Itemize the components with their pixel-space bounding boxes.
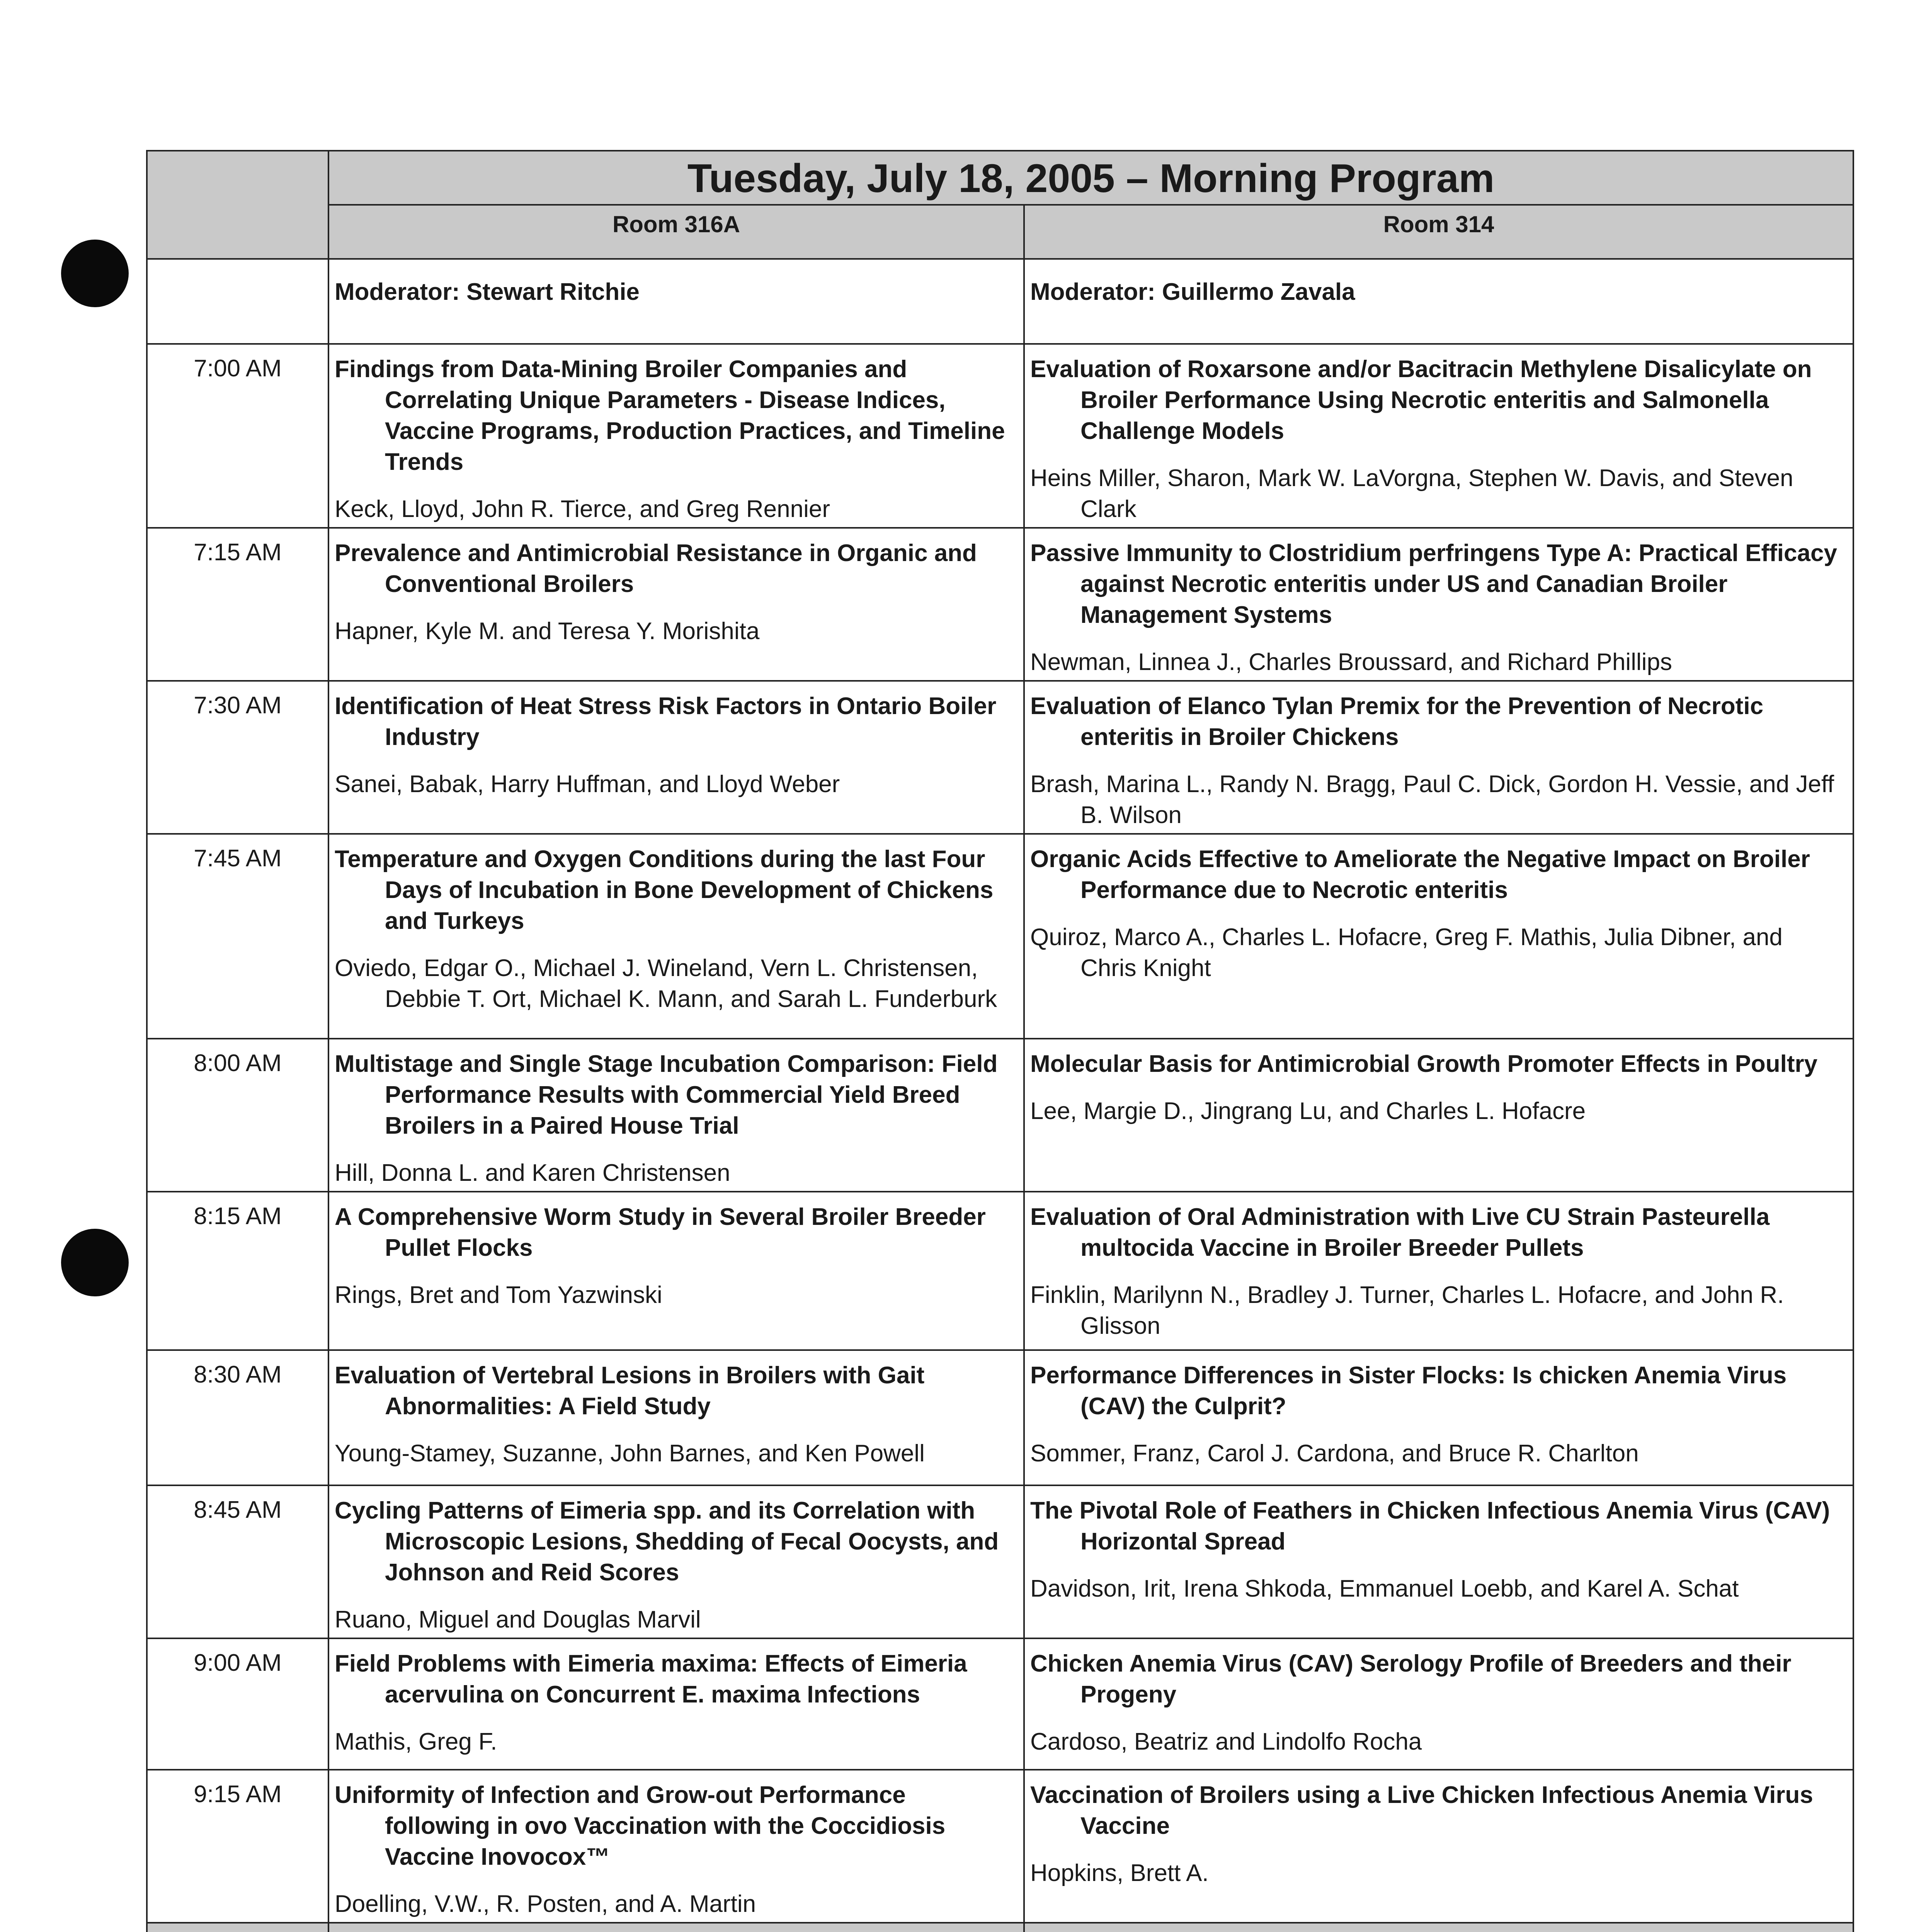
session-authors: Finklin, Marilynn N., Bradley J. Turner, Charles L. Hofacre, and John R. Glisson <box>1030 1282 1784 1339</box>
session-title: The Pivotal Role of Feathers in Chicken Infectious Anemia Virus (CAV) Horizontal Spread <box>1030 1497 1830 1555</box>
session-cell-left <box>328 681 1024 834</box>
session-time: 7:15 AM <box>147 528 328 681</box>
binder-hole-top <box>61 240 129 307</box>
session-cell-left <box>328 834 1024 1039</box>
session-authors: Hopkins, Brett A. <box>1030 1860 1209 1886</box>
session-cell-left <box>328 344 1024 528</box>
session-cell-right <box>1024 1485 1853 1638</box>
session-time: 8:00 AM <box>147 1039 328 1192</box>
session-title: Chicken Anemia Virus (CAV) Serology Profile of Breeders and their Progeny <box>1030 1650 1792 1708</box>
session-row <box>147 1770 1853 1923</box>
session-authors: Newman, Linnea J., Charles Broussard, and Richard Phillips <box>1030 649 1672 675</box>
session-cell-right <box>1024 834 1853 1039</box>
program-sheet <box>146 150 1854 1932</box>
session-time: 8:30 AM <box>147 1350 328 1485</box>
session-time: 8:45 AM <box>147 1485 328 1638</box>
session-title: Vaccination of Broilers using a Live Chicken Infectious Anemia Virus Vaccine <box>1030 1782 1813 1839</box>
session-authors: Mathis, Greg F. <box>335 1728 497 1755</box>
session-title: A Comprehensive Worm Study in Several Broiler Breeder Pullet Flocks <box>335 1204 986 1261</box>
session-authors: Ruano, Miguel and Douglas Marvil <box>335 1606 701 1633</box>
session-authors: Quiroz, Marco A., Charles L. Hofacre, Greg F. Mathis, Julia Dibner, and Chris Knight <box>1030 924 1783 981</box>
room-header-left: Room 316A <box>328 205 1024 259</box>
session-title: Temperature and Oxygen Conditions during the last Four Days of Incubation in Bone Development of Chickens and Turkeys <box>335 846 994 934</box>
moderator-left: Moderator: Stewart Ritchie <box>328 259 1024 344</box>
title-spacer <box>147 151 328 259</box>
moderator-time-spacer <box>147 259 328 344</box>
moderator-row <box>147 259 1853 344</box>
session-authors: Rings, Bret and Tom Yazwinski <box>335 1282 662 1308</box>
session-authors: Heins Miller, Sharon, Mark W. LaVorgna, Stephen W. Davis, and Steven Clark <box>1030 465 1793 522</box>
session-title: Cycling Patterns of Eimeria spp. and its Correlation with Microscopic Lesions, Shedding of Fecal Oocysts, and Johnson and Reid Scores <box>335 1497 999 1586</box>
break-time-spacer <box>147 1923 328 1932</box>
session-title: Multistage and Single Stage Incubation Comparison: Field Performance Results with Commercial Yield Breed Broilers in a Paired House Trial <box>335 1051 998 1139</box>
session-title: Evaluation of Vertebral Lesions in Broilers with Gait Abnormalities: A Field Study <box>335 1362 925 1420</box>
break-left <box>328 1923 1024 1932</box>
session-authors: Doelling, V.W., R. Posten, and A. Martin <box>335 1891 756 1917</box>
session-title: Evaluation of Elanco Tylan Premix for the Prevention of Necrotic enteritis in Broiler Chickens <box>1030 693 1764 750</box>
session-cell-right <box>1024 1638 1853 1770</box>
page-title: Tuesday, July 18, 2005 – Morning Program <box>328 151 1853 205</box>
session-cell-left <box>328 1485 1024 1638</box>
session-authors: Cardoso, Beatriz and Lindolfo Rocha <box>1030 1728 1422 1755</box>
session-cell-left <box>328 1770 1024 1923</box>
session-title: Evaluation of Roxarsone and/or Bacitracin Methylene Disalicylate on Broiler Performance Using Necrotic enteritis and Salmonella Challenge Models <box>1030 356 1812 444</box>
session-cell-left <box>328 528 1024 681</box>
session-authors: Sanei, Babak, Harry Huffman, and Lloyd Weber <box>335 771 840 798</box>
session-cell-left <box>328 1192 1024 1350</box>
room-header-row <box>147 205 1853 259</box>
session-row <box>147 1039 1853 1192</box>
schedule-table <box>146 150 1854 1932</box>
session-cell-right <box>1024 681 1853 834</box>
session-time: 9:15 AM <box>147 1770 328 1923</box>
session-title: Field Problems with Eimeria maxima: Effects of Eimeria acervulina on Concurrent E. maxima Infections <box>335 1650 967 1708</box>
session-title: Performance Differences in Sister Flocks: Is chicken Anemia Virus (CAV) the Culprit? <box>1030 1362 1787 1420</box>
session-title: Prevalence and Antimicrobial Resistance in Organic and Conventional Broilers <box>335 540 977 597</box>
session-cell-right <box>1024 344 1853 528</box>
session-cell-right <box>1024 1350 1853 1485</box>
session-row <box>147 681 1853 834</box>
session-title: Findings from Data-Mining Broiler Companies and Correlating Unique Parameters - Disease Indices, Vaccine Programs, Production Practices, and Timeline Trends <box>335 356 1005 475</box>
session-cell-left <box>328 1039 1024 1192</box>
session-time: 9:00 AM <box>147 1638 328 1770</box>
session-time: 8:15 AM <box>147 1192 328 1350</box>
room-header-right: Room 314 <box>1024 205 1853 259</box>
session-time: 7:00 AM <box>147 344 328 528</box>
break-right <box>1024 1923 1853 1932</box>
session-authors: Hill, Donna L. and Karen Christensen <box>335 1160 730 1186</box>
session-authors: Davidson, Irit, Irena Shkoda, Emmanuel Loebb, and Karel A. Schat <box>1030 1575 1739 1602</box>
break-row <box>147 1923 1853 1932</box>
session-cell-right <box>1024 528 1853 681</box>
session-row <box>147 344 1853 528</box>
moderator-right: Moderator: Guillermo Zavala <box>1024 259 1853 344</box>
session-authors: Sommer, Franz, Carol J. Cardona, and Bruce R. Charlton <box>1030 1440 1639 1467</box>
session-row <box>147 834 1853 1039</box>
session-row <box>147 1485 1853 1638</box>
session-time: 7:45 AM <box>147 834 328 1039</box>
session-title: Evaluation of Oral Administration with Live CU Strain Pasteurella multocida Vaccine in Broiler Breeder Pullets <box>1030 1204 1770 1261</box>
session-authors: Brash, Marina L., Randy N. Bragg, Paul C. Dick, Gordon H. Vessie, and Jeff B. Wilson <box>1030 771 1834 828</box>
session-cell-left <box>328 1350 1024 1485</box>
title-row <box>147 151 1853 205</box>
session-title: Uniformity of Infection and Grow-out Performance following in ovo Vaccination with the Coccidiosis Vaccine Inovocox™ <box>335 1782 946 1870</box>
session-row <box>147 528 1853 681</box>
binder-hole-middle <box>61 1229 129 1296</box>
session-authors: Young-Stamey, Suzanne, John Barnes, and Ken Powell <box>335 1440 925 1467</box>
session-row <box>147 1350 1853 1485</box>
session-title: Organic Acids Effective to Ameliorate the Negative Impact on Broiler Performance due to Necrotic enteritis <box>1030 846 1810 903</box>
session-authors: Lee, Margie D., Jingrang Lu, and Charles L. Hofacre <box>1030 1098 1586 1124</box>
session-time: 7:30 AM <box>147 681 328 834</box>
session-cell-right <box>1024 1192 1853 1350</box>
session-row <box>147 1638 1853 1770</box>
session-title: Molecular Basis for Antimicrobial Growth Promoter Effects in Poultry <box>1030 1051 1818 1077</box>
session-cell-right <box>1024 1770 1853 1923</box>
session-row <box>147 1192 1853 1350</box>
session-title: Identification of Heat Stress Risk Factors in Ontario Boiler Industry <box>335 693 997 750</box>
session-title: Passive Immunity to Clostridium perfringens Type A: Practical Efficacy against Necrotic enteritis under US and Canadian Broiler Management Systems <box>1030 540 1837 628</box>
session-cell-left <box>328 1638 1024 1770</box>
session-authors: Oviedo, Edgar O., Michael J. Wineland, Vern L. Christensen, Debbie T. Ort, Michael K. Mann, and Sarah L. Funderburk <box>335 955 997 1012</box>
session-authors: Keck, Lloyd, John R. Tierce, and Greg Rennier <box>335 496 830 522</box>
session-cell-right <box>1024 1039 1853 1192</box>
session-authors: Hapner, Kyle M. and Teresa Y. Morishita <box>335 618 760 645</box>
